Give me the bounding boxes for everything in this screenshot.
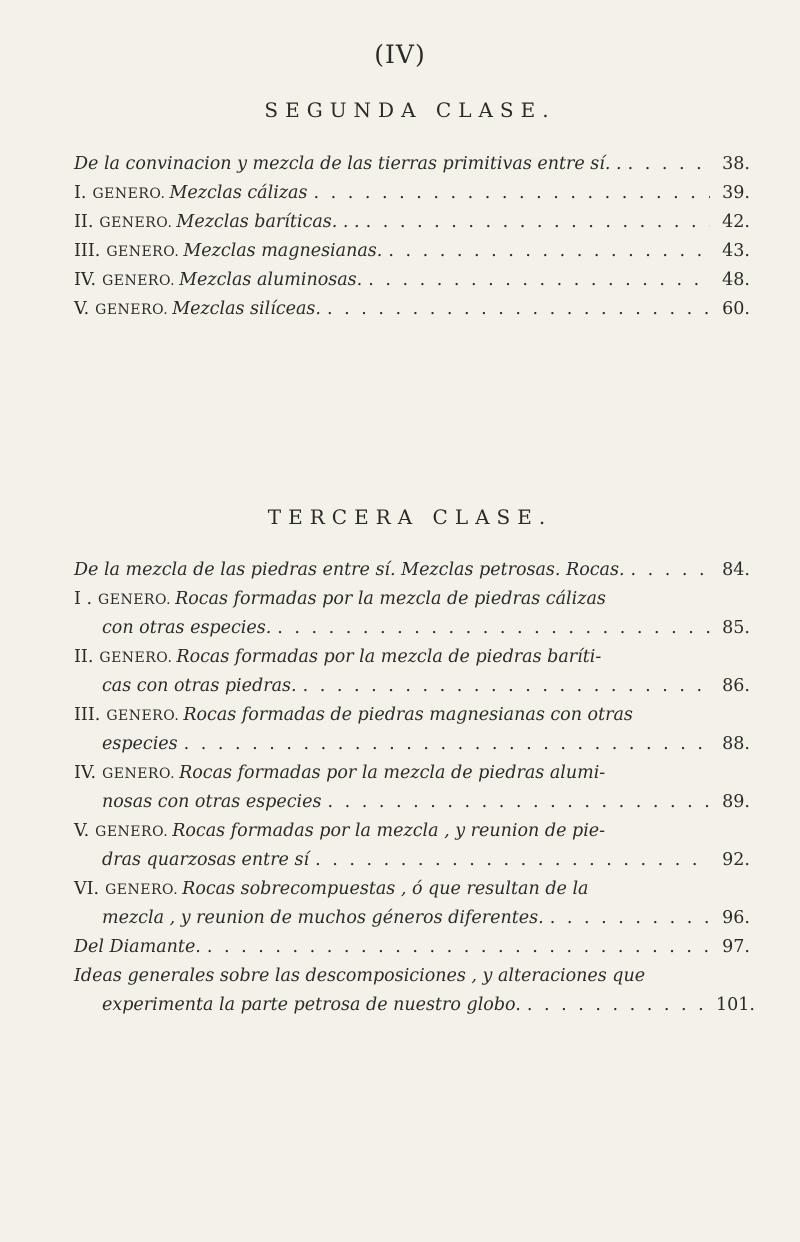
toc-entry-text: nosas con otras especies bbox=[102, 792, 322, 812]
toc-tercera-clase bbox=[74, 556, 755, 1020]
toc-page-number: 96. bbox=[722, 908, 750, 928]
toc-entry-line bbox=[74, 701, 750, 730]
dot-leader bbox=[277, 614, 710, 643]
genus-numeral: IV. bbox=[74, 763, 97, 783]
toc-entry-text: dras quarzosas entre sí bbox=[102, 850, 310, 870]
toc-entry-line bbox=[74, 208, 750, 237]
toc-entry-text: especies bbox=[102, 734, 178, 754]
toc-entry bbox=[74, 585, 750, 643]
genus-label: GENERO. bbox=[98, 592, 172, 608]
toc-entry-text: Del Diamante. bbox=[74, 937, 201, 957]
toc-entry-text: Rocas formadas por la mezcla de piedras cálizas bbox=[175, 589, 606, 609]
toc-page-number: 84. bbox=[722, 560, 750, 580]
toc-page-number: 88. bbox=[722, 734, 750, 754]
genus-numeral: I . bbox=[74, 589, 93, 609]
toc-entry bbox=[74, 208, 750, 237]
genus-label: GENERO. bbox=[106, 244, 180, 260]
toc-entry-line bbox=[74, 266, 750, 295]
section-title-tercera-clase: TERCERA CLASE. bbox=[267, 505, 553, 529]
toc-page-number: 60. bbox=[722, 299, 750, 319]
toc-entry bbox=[74, 933, 750, 962]
toc-entry-text: Mezclas baríticas. . . bbox=[176, 212, 360, 232]
dot-leader bbox=[327, 788, 710, 817]
toc-entry-line bbox=[74, 875, 750, 904]
dot-leader bbox=[327, 295, 710, 324]
toc-page-number: 92. bbox=[722, 850, 750, 870]
toc-page-number: 38. bbox=[722, 154, 750, 174]
toc-entry-text: De la convinacion y mezcla de las tierras primitivas entre sí. . bbox=[74, 154, 622, 174]
toc-entry-line bbox=[74, 991, 755, 1020]
dot-leader bbox=[313, 179, 710, 208]
genus-numeral: II. bbox=[74, 212, 94, 232]
toc-page-number: 101. bbox=[716, 995, 755, 1015]
toc-entry-text: Mezclas aluminosas. bbox=[179, 270, 363, 290]
toc-entry-line bbox=[74, 788, 750, 817]
toc-entry-line bbox=[74, 904, 750, 933]
toc-page-number: 86. bbox=[722, 676, 750, 696]
genus-numeral: II. bbox=[74, 647, 94, 667]
toc-segunda-clase bbox=[74, 150, 750, 324]
genus-label: GENERO. bbox=[95, 302, 169, 318]
toc-page-number: 43. bbox=[722, 241, 750, 261]
toc-page-number: 85. bbox=[722, 618, 750, 638]
dot-leader bbox=[184, 730, 710, 759]
dot-leader bbox=[207, 933, 710, 962]
genus-label: GENERO. bbox=[99, 650, 173, 666]
toc-entry-text: con otras especies. bbox=[102, 618, 272, 638]
genus-numeral: III. bbox=[74, 705, 101, 725]
toc-entry-line bbox=[74, 962, 750, 991]
toc-entry-text: mezcla , y reunion de muchos géneros diferentes. bbox=[102, 908, 544, 928]
toc-entry bbox=[74, 295, 750, 324]
toc-entry bbox=[74, 817, 750, 875]
dot-leader bbox=[303, 672, 710, 701]
toc-entry-text: cas con otras piedras. bbox=[102, 676, 297, 696]
section-title-segunda-clase: SEGUNDA CLASE. bbox=[264, 98, 556, 122]
toc-page-number: 42. bbox=[722, 212, 750, 232]
toc-entry-line bbox=[74, 643, 750, 672]
genus-label: GENERO. bbox=[99, 215, 173, 231]
toc-entry-text: experimenta la parte petrosa de nuestro globo. bbox=[102, 995, 521, 1015]
toc-entry bbox=[74, 962, 755, 1020]
dot-leader bbox=[388, 237, 710, 266]
toc-entry-line bbox=[74, 556, 750, 585]
genus-numeral: VI. bbox=[74, 879, 100, 899]
dot-leader bbox=[366, 208, 710, 237]
toc-entry bbox=[74, 875, 750, 933]
toc-entry-line bbox=[74, 933, 750, 962]
toc-entry-line bbox=[74, 237, 750, 266]
toc-entry-text: Rocas formadas por la mezcla , y reunion de pie- bbox=[172, 821, 606, 841]
dot-leader bbox=[315, 846, 710, 875]
toc-page-number: 39. bbox=[722, 183, 750, 203]
toc-entry bbox=[74, 266, 750, 295]
toc-entry bbox=[74, 701, 750, 759]
toc-entry-line bbox=[74, 150, 750, 179]
toc-entry-line bbox=[74, 295, 750, 324]
toc-entry-text: Rocas formadas por la mezcla de piedras baríti- bbox=[176, 647, 602, 667]
toc-entry-text: Rocas formadas por la mezcla de piedras alumi- bbox=[179, 763, 606, 783]
genus-label: GENERO. bbox=[106, 708, 180, 724]
toc-entry-text: Rocas sobrecompuestas , ó que resultan de la bbox=[182, 879, 589, 899]
page-number: (IV) bbox=[374, 40, 426, 69]
toc-entry-text: Mezclas magnesianas. bbox=[183, 241, 383, 261]
genus-numeral: V. bbox=[74, 821, 90, 841]
toc-page-number: 97. bbox=[722, 937, 750, 957]
toc-entry-text: Mezclas cálizas bbox=[169, 183, 308, 203]
dot-leader bbox=[631, 556, 710, 585]
dot-leader bbox=[628, 150, 710, 179]
dot-leader bbox=[368, 266, 710, 295]
toc-entry-text: Rocas formadas de piedras magnesianas con otras bbox=[183, 705, 633, 725]
toc-entry-text: Mezclas silíceas. bbox=[172, 299, 321, 319]
dot-leader bbox=[527, 991, 710, 1020]
genus-label: GENERO. bbox=[105, 882, 179, 898]
toc-entry-line bbox=[74, 672, 750, 701]
toc-entry-line bbox=[74, 585, 750, 614]
toc-entry-line bbox=[74, 759, 750, 788]
toc-entry bbox=[74, 643, 750, 701]
toc-page-number: 48. bbox=[722, 270, 750, 290]
toc-entry-line bbox=[74, 179, 750, 208]
genus-numeral: III. bbox=[74, 241, 101, 261]
toc-page-number: 89. bbox=[722, 792, 750, 812]
genus-numeral: V. bbox=[74, 299, 90, 319]
toc-entry bbox=[74, 150, 750, 179]
genus-numeral: IV. bbox=[74, 270, 97, 290]
toc-entry-line bbox=[74, 730, 750, 759]
dot-leader bbox=[550, 904, 710, 933]
toc-entry bbox=[74, 179, 750, 208]
toc-entry bbox=[74, 759, 750, 817]
toc-entry bbox=[74, 556, 750, 585]
toc-entry bbox=[74, 237, 750, 266]
toc-entry-line bbox=[74, 846, 750, 875]
genus-label: GENERO. bbox=[102, 273, 176, 289]
genus-label: GENERO. bbox=[102, 766, 176, 782]
toc-entry-text: Ideas generales sobre las descomposiciones , y alteraciones que bbox=[74, 966, 646, 986]
genus-numeral: I. bbox=[74, 183, 87, 203]
genus-label: GENERO. bbox=[95, 824, 169, 840]
genus-label: GENERO. bbox=[92, 186, 166, 202]
toc-entry-line bbox=[74, 817, 750, 846]
toc-entry-line bbox=[74, 614, 750, 643]
toc-entry-text: De la mezcla de las piedras entre sí. Mezclas petrosas. Rocas. bbox=[74, 560, 625, 580]
